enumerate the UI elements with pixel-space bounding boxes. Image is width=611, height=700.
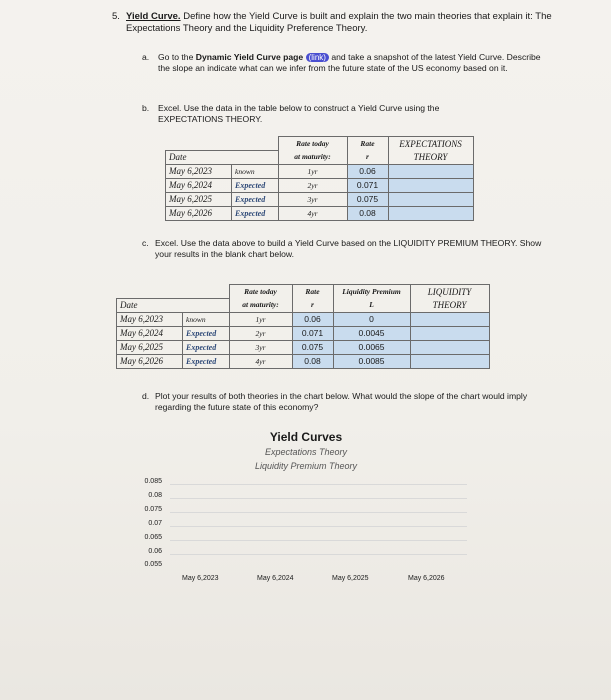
r-header: r <box>347 150 388 164</box>
rate-cell: 0.071 <box>347 178 388 192</box>
table-row <box>117 340 490 354</box>
liquidity-result-cell[interactable] <box>410 340 489 354</box>
gridline <box>170 540 467 541</box>
rate-today-header: Rate today <box>278 137 347 151</box>
liquidity-result-cell[interactable] <box>410 312 489 326</box>
question-title: Yield Curve. <box>126 11 181 22</box>
status-cell: Expected <box>232 206 279 220</box>
chart-title: Yield Curves <box>269 430 343 444</box>
y-tick-label: 0.055 <box>144 561 162 568</box>
yield-curve-page-name: Dynamic Yield Curve page <box>195 52 304 62</box>
y-tick-label: 0.075 <box>144 506 162 513</box>
y-tick-label: 0.07 <box>148 520 162 527</box>
gridline <box>170 512 467 513</box>
question-5a <box>142 52 542 74</box>
L-header: L <box>333 298 410 312</box>
liquidity-premium-header: Liquidity Premium <box>333 285 410 299</box>
premium-cell: 0.0065 <box>333 340 410 354</box>
y-tick-label: 0.06 <box>148 548 162 555</box>
premium-cell: 0 <box>333 312 410 326</box>
maturity-cell: 2yr <box>278 178 347 192</box>
rate-cell: 0.06 <box>292 312 333 326</box>
x-tick-label: May 6,2023 <box>182 575 219 582</box>
liquidity-result-cell[interactable] <box>410 326 489 340</box>
maturity-cell: 4yr <box>229 354 292 368</box>
date-cell: May 6,2023 <box>117 312 183 326</box>
table-row <box>166 206 474 220</box>
status-cell: known <box>183 312 230 326</box>
status-cell: Expected <box>232 178 279 192</box>
table-row <box>166 178 474 192</box>
maturity-cell: 4yr <box>278 206 347 220</box>
date-cell: May 6,2026 <box>117 354 183 368</box>
rate-cell: 0.08 <box>292 354 333 368</box>
item-label: b. <box>142 103 150 113</box>
gridline <box>170 484 467 485</box>
question-number: 5. <box>112 11 120 22</box>
date-cell: May 6,2026 <box>166 206 232 220</box>
chart-legend-liquidity: Liquidity Premium Theory <box>254 461 358 471</box>
liquidity-result-cell[interactable] <box>410 354 489 368</box>
maturity-cell: 3yr <box>278 192 347 206</box>
item-text-before: Go to the <box>158 52 196 62</box>
item-label: d. <box>142 391 150 401</box>
expectations-theory-header-1: EXPECTATIONS <box>388 137 473 151</box>
status-cell: known <box>232 164 279 178</box>
maturity-cell: 1yr <box>278 164 347 178</box>
liquidity-theory-header-2: THEORY <box>410 298 489 312</box>
expectations-theory-header-2: THEORY <box>388 150 473 164</box>
at-maturity-header: at maturity: <box>278 150 347 164</box>
item-text: Plot your results of both theories in the chart below. What would the slope of the chart would imply regarding the future state of this economy? <box>155 391 528 412</box>
item-label: c. <box>142 238 149 248</box>
date-cell: May 6,2025 <box>117 340 183 354</box>
date-cell: May 6,2023 <box>166 164 232 178</box>
question-5c <box>142 238 542 260</box>
item-label: a. <box>142 52 150 62</box>
gridline <box>170 498 467 499</box>
liquidity-table <box>116 284 490 369</box>
gridline <box>170 526 467 527</box>
expectations-result-cell[interactable] <box>388 206 473 220</box>
table-row <box>166 192 474 206</box>
maturity-cell: 3yr <box>229 340 292 354</box>
liquidity-theory-header-1: LIQUIDITY <box>410 285 489 299</box>
expectations-table <box>165 136 474 221</box>
question-5b <box>142 103 502 125</box>
y-tick-label: 0.085 <box>144 478 162 485</box>
gridline <box>170 554 467 555</box>
status-cell: Expected <box>183 326 230 340</box>
status-cell: Expected <box>232 192 279 206</box>
rate-today-header: Rate today <box>229 285 292 299</box>
date-cell: May 6,2025 <box>166 192 232 206</box>
maturity-cell: 1yr <box>229 312 292 326</box>
question-text: Define how the Yield Curve is built and explain the two main theories that explain it: The Expectations Theory and the Liquidity Preference Theory. <box>126 11 552 34</box>
r-header: r <box>292 298 333 312</box>
date-cell: May 6,2024 <box>166 178 232 192</box>
at-maturity-header: at maturity: <box>229 298 292 312</box>
rate-cell: 0.06 <box>347 164 388 178</box>
date-header: Date <box>117 298 183 312</box>
expectations-result-cell[interactable] <box>388 164 473 178</box>
x-tick-label: May 6,2024 <box>257 575 294 582</box>
expectations-result-cell[interactable] <box>388 192 473 206</box>
table-row <box>117 312 490 326</box>
question-5d <box>142 391 532 413</box>
item-text: Excel. Use the data in the table below to construct a Yield Curve using the EXPECTATIONS THEORY. <box>158 103 440 124</box>
status-cell: Expected <box>183 354 230 368</box>
table-row <box>166 164 474 178</box>
y-tick-label: 0.065 <box>144 534 162 541</box>
expectations-result-cell[interactable] <box>388 178 473 192</box>
rate-header: Rate <box>347 137 388 151</box>
rate-header: Rate <box>292 285 333 299</box>
rate-cell: 0.08 <box>347 206 388 220</box>
question-5 <box>112 11 552 35</box>
chart-legend-expectations: Expectations Theory <box>264 447 348 457</box>
x-tick-label: May 6,2025 <box>332 575 369 582</box>
table-row <box>117 354 490 368</box>
table-row <box>117 326 490 340</box>
item-text-after: and take a snapshot of the latest Yield Curve. Describe the slope an indicate what can we infer from the future state of the US economy based on it. <box>158 52 541 73</box>
date-header: Date <box>166 150 232 164</box>
rate-cell: 0.075 <box>347 192 388 206</box>
y-tick-label: 0.08 <box>148 492 162 499</box>
rate-cell: 0.075 <box>292 340 333 354</box>
status-cell: Expected <box>183 340 230 354</box>
yield-curve-link[interactable]: (link) <box>306 53 329 62</box>
rate-cell: 0.071 <box>292 326 333 340</box>
x-tick-label: May 6,2026 <box>408 575 445 582</box>
maturity-cell: 2yr <box>229 326 292 340</box>
premium-cell: 0.0085 <box>333 354 410 368</box>
item-text: Excel. Use the data above to build a Yield Curve based on the LIQUIDITY PREMIUM THEORY. Show your results in the blank chart below. <box>155 238 542 259</box>
premium-cell: 0.0045 <box>333 326 410 340</box>
date-cell: May 6,2024 <box>117 326 183 340</box>
